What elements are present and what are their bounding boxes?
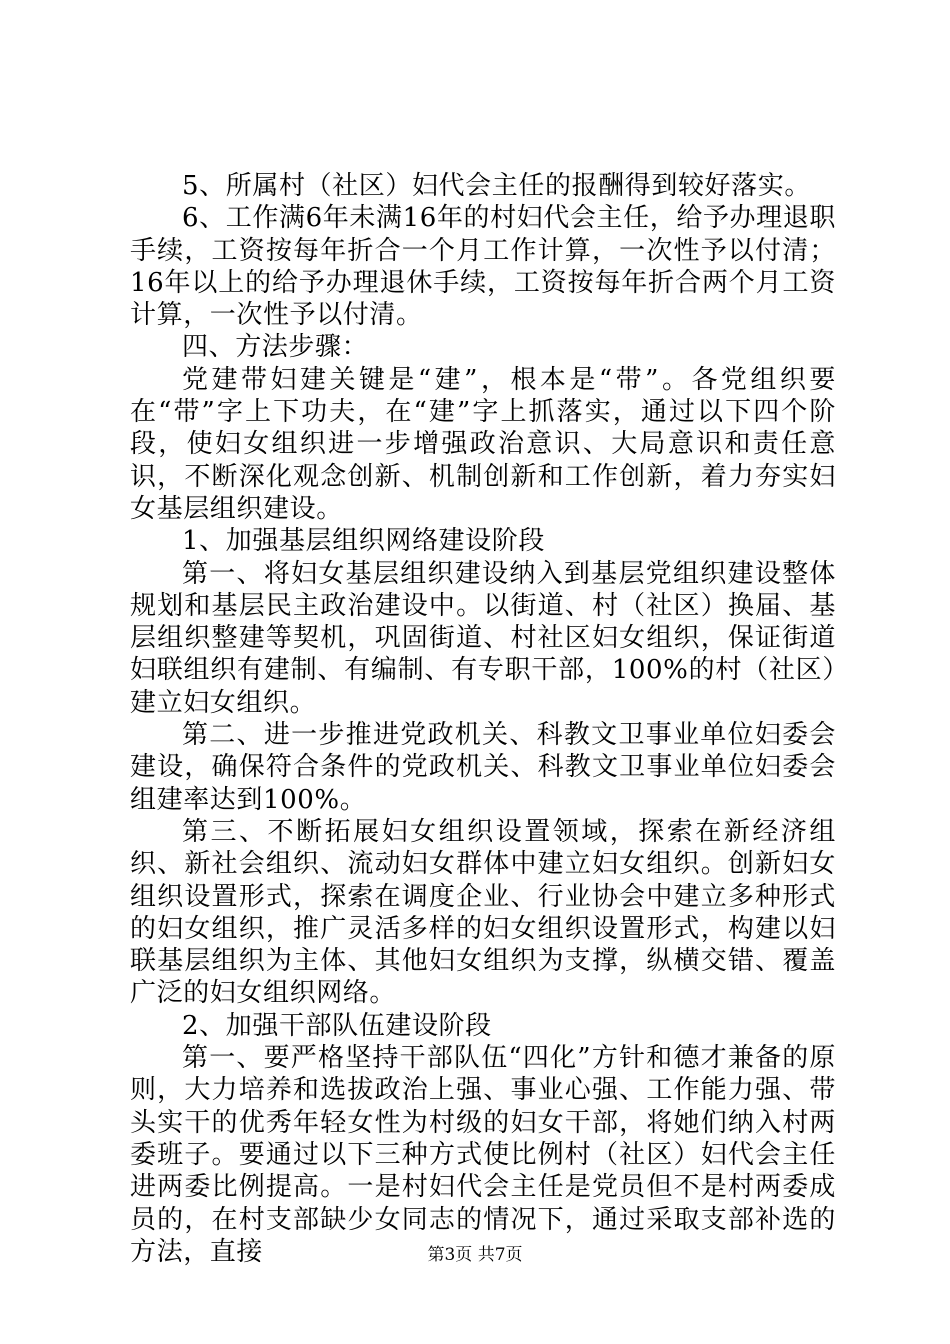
subsection-heading: 2、加强干部队伍建设阶段	[182, 1010, 492, 1041]
subsection-heading: 1、加强基层组织网络建设阶段	[182, 526, 545, 557]
paragraph: 第二、进一步推进党政机关、科教文卫事业单位妇委会建设，确保符合条件的党政机关、科教文卫事业单位妇委会组建率达到100%。	[130, 720, 836, 815]
page-number-footer: 第3页 共7页	[427, 1245, 523, 1265]
section-heading: 四、方法步骤：	[182, 332, 369, 363]
paragraph: 第一、将妇女基层组织建设纳入到基层党组织建设整体规划和基层民主政治建设中。以街道、村（社区）换届、基层组织整建等契机，巩固街道、村社区妇女组织，保证街道妇联组织有建制、有编制、有专职干部，100%的村（社区）建立妇女组织。	[130, 558, 836, 718]
paragraph: 第一、要严格坚持干部队伍“四化”方针和德才兼备的原则，大力培养和选拔政治上强、事业心强、工作能力强、带头实干的优秀年轻女性为村级的妇女干部，将她们纳入村两委班子。要通过以下三种方式使比例村（社区）妇代会主任进两委比例提高。一是村妇代会主任是党员但不是村两委成员的，在村支部缺少女同志的情况下，通过采取支部补选的方法，直接	[130, 1043, 836, 1267]
paragraph: 6、工作满6年未满16年的村妇代会主任，给予办理退职手续，工资按每年折合一个月工作计算，一次性予以付清；16年以上的给予办理退休手续，工资按每年折合两个月工资计算，一次性予以付清。	[130, 203, 836, 331]
paragraph: 5、所属村（社区）妇代会主任的报酬得到较好落实。	[182, 171, 811, 201]
paragraph: 第三、不断拓展妇女组织设置领域，探索在新经济组织、新社会组织、流动妇女群体中建立妇女组织。创新妇女组织设置形式，探索在调度企业、行业协会中建立多种形式的妇女组织，推广灵活多样的妇女组织设置形式，构建以妇联基层组织为主体、其他妇女组织为支撑，纵横交错、覆盖广泛的妇女组织网络。	[130, 816, 836, 1009]
paragraph: 党建带妇建关键是“建”，根本是“带”。各党组织要在“带”字上下功夫，在“建”字上抓落实，通过以下四个阶段，使妇女组织进一步增强政治意识、大局意识和责任意识，不断深化观念创新、机制创新和工作创新，着力夯实妇女基层组织建设。	[130, 364, 836, 524]
document-body	[130, 170, 836, 1268]
